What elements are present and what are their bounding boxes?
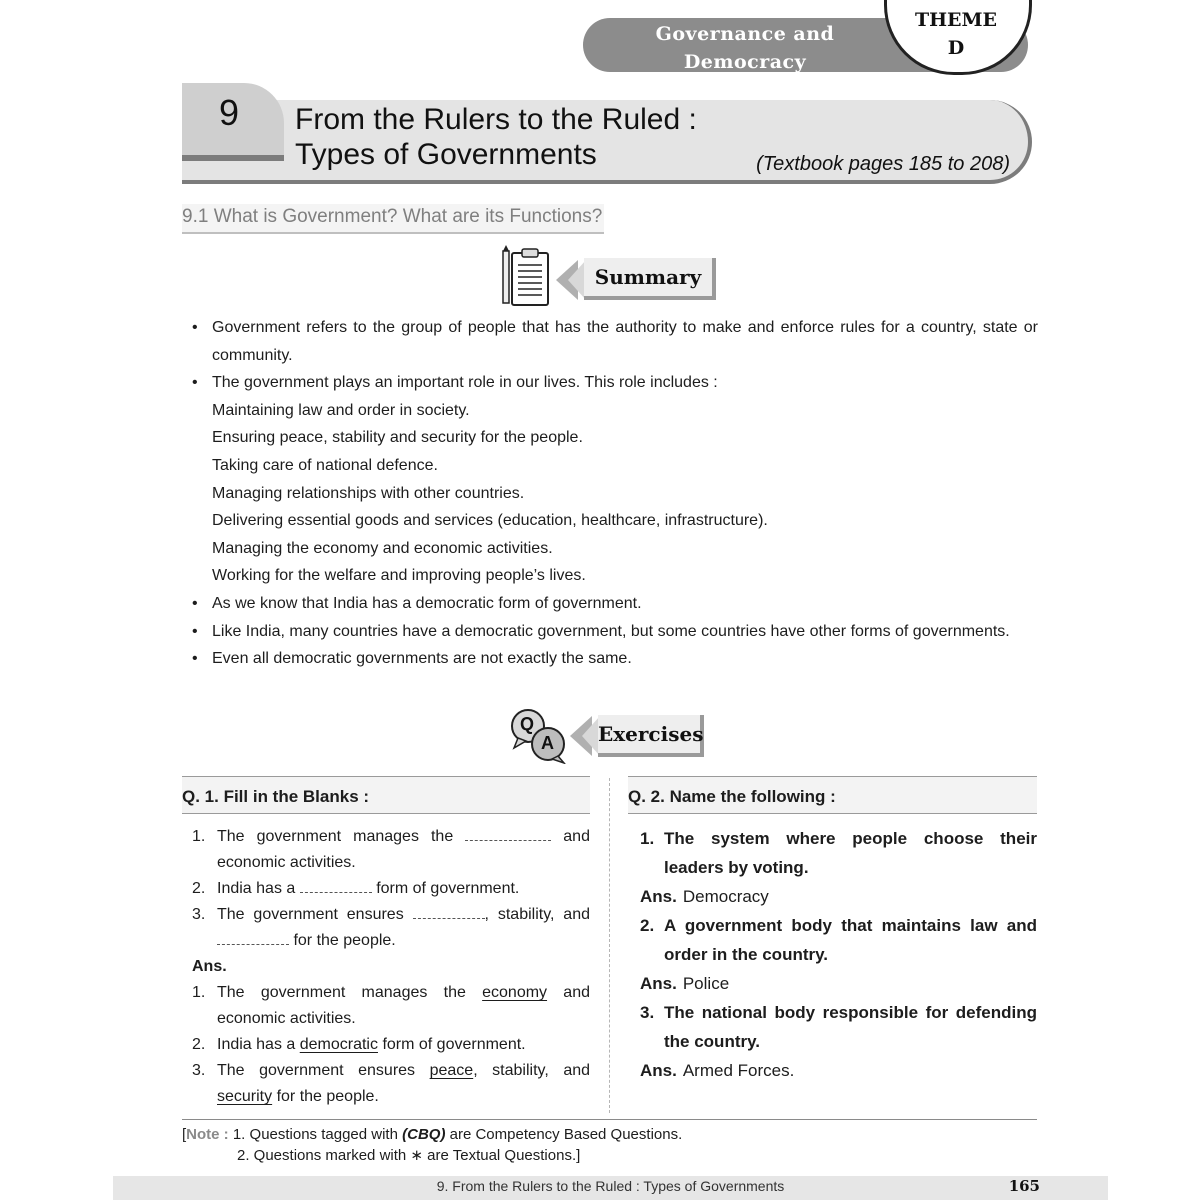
- answer-label: Ans.: [640, 1061, 677, 1080]
- theme-badge-label: THEME: [914, 9, 998, 31]
- summary-bullet: • Government refers to the group of people that has the authority to make and enforce rules for a country, state or community.: [190, 314, 1038, 369]
- item-number: 1.: [192, 984, 206, 1001]
- summary-label: Summary: [584, 258, 716, 300]
- answer-label: Ans.: [192, 958, 227, 975]
- theme-badge-letter: D: [947, 37, 965, 59]
- note-line-1: [182, 1124, 682, 1145]
- note-text: 1. Questions tagged with: [232, 1126, 398, 1143]
- blank-line: [300, 882, 372, 893]
- cbq-tag: (CBQ): [402, 1126, 446, 1143]
- answer-label: Ans.: [640, 974, 677, 993]
- question-text: The national body responsible for defending the country.: [664, 1003, 1037, 1051]
- note: [182, 1124, 682, 1166]
- page-number: 165: [1008, 1177, 1040, 1195]
- item-text: , stability, and: [473, 1062, 591, 1079]
- note-bracket: [: [182, 1126, 187, 1143]
- item-number: 1.: [192, 828, 206, 845]
- answer-item: [182, 1032, 590, 1058]
- question-text: The system where people choose their leaders by voting.: [664, 829, 1037, 877]
- item-number: 2.: [192, 880, 206, 897]
- item-text: The government ensures: [217, 1062, 416, 1079]
- item-text: and economic activities.: [217, 828, 590, 871]
- item-number: 1.: [640, 829, 655, 848]
- clipboard-icon: [500, 245, 552, 307]
- role-item: Working for the welfare and improving people’s lives.: [212, 567, 586, 585]
- role-item: Maintaining law and order in society.: [212, 401, 470, 419]
- name-question: [628, 824, 1037, 882]
- question-2-heading: Q. 2. Name the following :: [628, 776, 1037, 814]
- name-question: [628, 911, 1037, 969]
- summary-bullet: • As we know that India has a democratic form of government.: [190, 590, 1038, 618]
- summary-bullet: • Even all democratic governments are not exactly the same.: [190, 645, 1038, 673]
- item-text: form of government.: [382, 1036, 526, 1053]
- summary-list: [190, 314, 1038, 673]
- answer-item: [182, 1058, 590, 1110]
- answer-text: Democracy: [682, 887, 769, 906]
- item-number: 3.: [640, 1003, 655, 1022]
- theme-badge-text: [890, 6, 1022, 62]
- item-text: India has a: [217, 1036, 296, 1053]
- fill-blank-item: [182, 876, 590, 902]
- item-text: for the people.: [293, 932, 396, 949]
- exercises-label: Exercises: [598, 715, 704, 757]
- answer-item: [182, 980, 590, 1032]
- answer-word: security: [217, 1088, 273, 1105]
- item-text: The government ensures: [217, 906, 404, 923]
- chapter-title-line2: Types of Governments: [295, 138, 597, 171]
- answer-word: economy: [482, 984, 548, 1001]
- theme-title: [630, 20, 860, 76]
- role-item: Ensuring peace, stability and security for the people.: [212, 429, 583, 447]
- name-answer: [628, 1056, 1037, 1085]
- item-text: for the people.: [276, 1088, 379, 1105]
- chapter-title-line1: From the Rulers to the Ruled :: [295, 103, 697, 136]
- note-rule: [182, 1119, 1037, 1120]
- summary-bullet: • Like India, many countries have a democratic government, but some countries have other forms of governments.: [190, 618, 1038, 646]
- item-number: 3.: [192, 1062, 206, 1079]
- answer-text: Police: [682, 974, 730, 993]
- role-item: Managing relationships with other countries.: [212, 484, 525, 502]
- q-letter: Q: [520, 714, 535, 734]
- answer-label: Ans.: [640, 887, 677, 906]
- question-text: A government body that maintains law and order in the country.: [664, 916, 1037, 964]
- summary-bullet: • The government plays an important role in our lives. This role includes :: [190, 369, 1038, 397]
- question-1: [182, 776, 590, 1110]
- blank-line: [217, 934, 289, 945]
- name-following-list: [628, 824, 1037, 1085]
- answer-text: Armed Forces.: [682, 1061, 795, 1080]
- item-text: The government manages the: [217, 984, 466, 1001]
- name-answer: [628, 882, 1037, 911]
- note-text: are Competency Based Questions.: [449, 1126, 683, 1143]
- name-question: [628, 998, 1037, 1056]
- note-line-2: 2. Questions marked with ∗ are Textual Questions.]: [237, 1147, 581, 1164]
- role-item: Delivering essential goods and services (education, healthcare, infrastructure).: [212, 512, 768, 530]
- question-1-heading: Q. 1. Fill in the Blanks :: [182, 776, 590, 814]
- blank-line: [413, 908, 485, 919]
- column-divider: [609, 778, 610, 1113]
- chapter-title: [295, 102, 697, 172]
- chapter-number: 9: [218, 92, 240, 133]
- footer-chapter-title: 9. From the Rulers to the Ruled : Types of Governments: [436, 1178, 785, 1194]
- answer-word: democratic: [299, 1036, 378, 1053]
- qa-speech-bubbles-icon: [508, 706, 570, 764]
- item-number: 3.: [192, 906, 206, 923]
- note-label: Note :: [186, 1126, 229, 1143]
- role-item: Taking care of national defence.: [212, 456, 438, 474]
- item-text: , stability, and: [484, 906, 590, 923]
- section-heading: 9.1 What is Government? What are its Functions?: [182, 204, 604, 234]
- item-text: The government manages the: [217, 828, 454, 845]
- theme-title-line2: Democracy: [683, 51, 807, 73]
- theme-title-line1: Governance and: [655, 23, 835, 45]
- a-letter: A: [541, 733, 554, 753]
- fill-blank-item: [182, 902, 590, 954]
- item-text: form of government.: [376, 880, 520, 897]
- role-item: Managing the economy and economic activities.: [212, 539, 553, 557]
- textbook-pages: (Textbook pages 185 to 208): [756, 153, 1010, 175]
- fill-blanks-list: [182, 824, 590, 1110]
- item-number: 2.: [192, 1036, 206, 1053]
- answer-word: peace: [429, 1062, 474, 1079]
- question-2: [628, 776, 1037, 1085]
- name-answer: [628, 969, 1037, 998]
- item-text: India has a: [217, 880, 296, 897]
- blank-line: [465, 830, 551, 841]
- fill-blank-item: [182, 824, 590, 876]
- item-number: 2.: [640, 916, 655, 935]
- item-text: and economic activities.: [217, 984, 590, 1027]
